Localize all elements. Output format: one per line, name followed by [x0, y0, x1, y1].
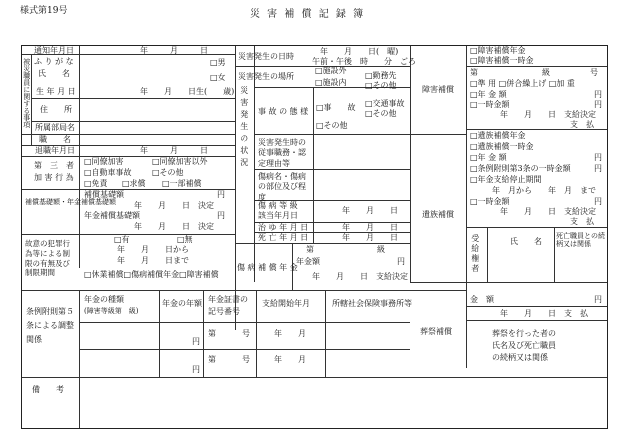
grade-date-label: 該当年月日 [258, 211, 298, 220]
occur-time: 午前・午後 時 分 ごろ [312, 57, 416, 66]
place-other[interactable]: □その他 [365, 81, 397, 90]
record-sheet [21, 45, 608, 429]
intent-no[interactable]: □無 [177, 235, 193, 244]
art5-line1: 条例附則第５ [26, 307, 74, 316]
dis-grade-kyu: 級 [542, 68, 550, 77]
accident-other-opt[interactable]: □その他 [365, 109, 397, 118]
base-amount: 補償基礎額 [84, 190, 124, 199]
female-checkbox[interactable]: □女 [210, 73, 226, 82]
grade-date: 年 月 日 [342, 206, 398, 215]
dis-grade-dai: 第 [470, 68, 478, 77]
row2-yen: 円 [192, 365, 200, 374]
ip-decided: 年 月 日 支給決定 [312, 272, 408, 281]
suspend-range: 年 月から 年 月 まで [492, 186, 596, 195]
funeral-amount: 金 額 [470, 295, 494, 304]
row1-month: 年 月 [274, 329, 306, 338]
retire-day: 日 [200, 146, 208, 155]
pension-type: 年金の種類 [84, 295, 124, 304]
base-amount-label: 補償基礎額・年金補償基礎額 [25, 198, 116, 206]
opt-car[interactable]: □自動車事故 [84, 168, 132, 177]
opt-other[interactable]: □その他 [152, 168, 184, 177]
cure-label: 治 ゆ 年 月 日 [258, 223, 309, 232]
funeral-yen: 円 [594, 295, 602, 304]
occur-datetime-label: 災害発生の日時 [238, 52, 294, 61]
ip-yen: 円 [397, 257, 405, 266]
dis-annual[interactable]: □年 金 額 [470, 90, 507, 99]
ip-dai: 第 [306, 245, 314, 254]
period-to: 年 月 日まで [117, 256, 189, 265]
department-label: 所属部局名 [35, 123, 75, 132]
row2-month: 年 月 [274, 355, 306, 364]
survivor-label: 遺族補償 [422, 210, 454, 219]
row1-gou: 号 [242, 329, 250, 338]
intent-label: 故意の犯罪行為等による制限の有無及び制限期間 [25, 239, 70, 278]
start-month: 支給開始年月 [262, 299, 310, 308]
ip-annual: 年金額 [296, 257, 320, 266]
dis-paid: 支 払 [570, 120, 594, 129]
occur-place-label: 災害発生の場所 [238, 72, 294, 81]
cert-no-1: 年金証書の [208, 295, 248, 304]
pension-amount: 年金の年額 [162, 299, 202, 308]
period-from: 年 月 日から [117, 245, 189, 254]
address-label: 住 所 [40, 105, 72, 114]
limited-options: □休業補償□傷病補償年金□障害補償 [84, 270, 219, 279]
disability-label: 障害補償 [422, 85, 454, 94]
death-date: 年 月 日 [342, 233, 398, 242]
recipient-label: 受給権者 [470, 234, 480, 274]
surv-annual[interactable]: □年 金 額 [470, 153, 507, 162]
base-yen: 円 [217, 190, 225, 199]
accident-opt[interactable]: □事 故 [316, 103, 356, 112]
position-label: 職 名 [39, 135, 71, 144]
art5-line2: 条による調整 [26, 321, 74, 330]
death-label: 死 亡 年 月 日 [258, 233, 309, 242]
funeral-note-2: 氏名及び死亡職員 [492, 341, 556, 350]
name-label: 氏 名 [38, 69, 70, 78]
annual-yen: 円 [217, 211, 225, 220]
traffic-opt[interactable]: □交通事故 [365, 99, 405, 108]
funeral-note-3: の続柄又は関係 [492, 353, 548, 362]
male-checkbox[interactable]: □男 [210, 58, 226, 67]
opt-non-colleague[interactable]: □同僚加害以外 [152, 157, 208, 166]
birth-date-value: 年 月 日生( 歳) [140, 87, 235, 96]
art3-lump[interactable]: □条例附則第3条の一時金額 [470, 164, 571, 173]
funeral-date: 年 月 日 支 払 [500, 309, 588, 318]
birth-date-label: 生 年 月 日 [36, 87, 76, 96]
retire-month: 月 [170, 146, 178, 155]
cure-date: 年 月 日 [342, 223, 398, 232]
annual-base: 年金補償基礎額 [84, 211, 140, 220]
duty-label: 災害発生時の従事職務・認定理由等 [258, 138, 306, 168]
situation-label: 災害発生の状況 [239, 86, 249, 170]
recipient-name: 氏 名 [510, 237, 542, 246]
notice-year: 年 [140, 46, 148, 55]
dis-lumpsum[interactable]: □一時金額 [470, 100, 510, 109]
surv-annual-yen: 円 [594, 153, 602, 162]
surv-lumpsum-yen: 円 [594, 197, 602, 206]
opt-claim[interactable]: □求償 [122, 179, 146, 188]
funeral-note-1: 葬祭を行った者の [492, 329, 556, 338]
retire-year: 年 [140, 146, 148, 155]
notice-date-label: 通知年月日 [34, 46, 74, 55]
office: 所轄社会保険事務所等 [332, 299, 412, 308]
occur-date: 年 月 日( 曜) [320, 47, 399, 56]
pension-type-sub: (障害等級第 級) [84, 307, 139, 315]
victim-group-label: 被災職員に関する事項 [22, 58, 31, 128]
opt-exempt[interactable]: □免責 [84, 179, 108, 188]
third-party-label-1: 第 三 者 [34, 161, 74, 170]
form-number: 様式第19号 [20, 6, 68, 16]
injury-pension-label: 傷 病 補 償 年 金 [237, 263, 298, 272]
page-title: 災 害 補 償 記 録 簿 [250, 9, 366, 20]
third-party-label-2: 加 害 行 為 [34, 173, 74, 182]
dis-grade-gou: 号 [590, 68, 598, 77]
accident-label: 事 故 の 態 様 [258, 107, 309, 116]
dis-decided: 年 月 日 支給決定 [500, 110, 596, 119]
surv-lumpsum[interactable]: □一時金額 [470, 197, 510, 206]
dis-kinds[interactable]: □準 用 □併合繰上げ □加 重 [470, 79, 575, 88]
art3-yen: 円 [594, 164, 602, 173]
dis-annual-yen: 円 [594, 90, 602, 99]
relation-label: 死亡職員との続柄又は関係 [556, 232, 605, 249]
furigana-label: ふ り が な [34, 57, 74, 66]
base-decided: 年 月 日 決定 [134, 201, 214, 210]
outside[interactable]: □施設外 [315, 66, 347, 75]
art5-line3: 関係 [26, 335, 42, 344]
dis-pension[interactable]: □障害補償年金 [470, 46, 526, 55]
opt-partial[interactable]: □一部補償 [162, 179, 202, 188]
row1-yen: 円 [192, 337, 200, 346]
dis-lump[interactable]: □障害補償一時金 [470, 56, 534, 65]
annual-decided: 年 月 日 決定 [134, 222, 214, 231]
row2-dai: 第 [208, 355, 216, 364]
surv-paid: 支 払 [570, 217, 594, 226]
surv-decided: 年 月 日 支給決定 [500, 207, 596, 216]
suspend[interactable]: □年金支給停止期間 [470, 175, 542, 184]
remarks-label: 備 考 [32, 385, 64, 394]
cert-no-2: 記号番号 [208, 307, 240, 316]
injury-label: 傷病名・傷病の部位及び程度 [258, 172, 306, 202]
opt-colleague[interactable]: □同僚加害 [84, 157, 124, 166]
inside[interactable]: □施設内 [315, 78, 347, 87]
retire-date-label: 退職年月日 [35, 146, 75, 155]
other-opt[interactable]: □その他 [316, 121, 348, 130]
ip-kyu: 級 [377, 245, 385, 254]
intent-yes[interactable]: □有 [114, 235, 130, 244]
notice-day: 日 [200, 46, 208, 55]
commute[interactable]: □勤務先 [365, 71, 397, 80]
row1-dai: 第 [208, 329, 216, 338]
notice-month: 月 [170, 46, 178, 55]
dis-lumpsum-yen: 円 [594, 100, 602, 109]
funeral-label: 葬祭補償 [420, 327, 452, 336]
row2-gou: 号 [242, 355, 250, 364]
grade-label: 傷 病 等 級 [258, 201, 298, 210]
surv-pension[interactable]: □遺族補償年金 [470, 131, 526, 140]
surv-lump[interactable]: □遺族補償一時金 [470, 142, 534, 151]
